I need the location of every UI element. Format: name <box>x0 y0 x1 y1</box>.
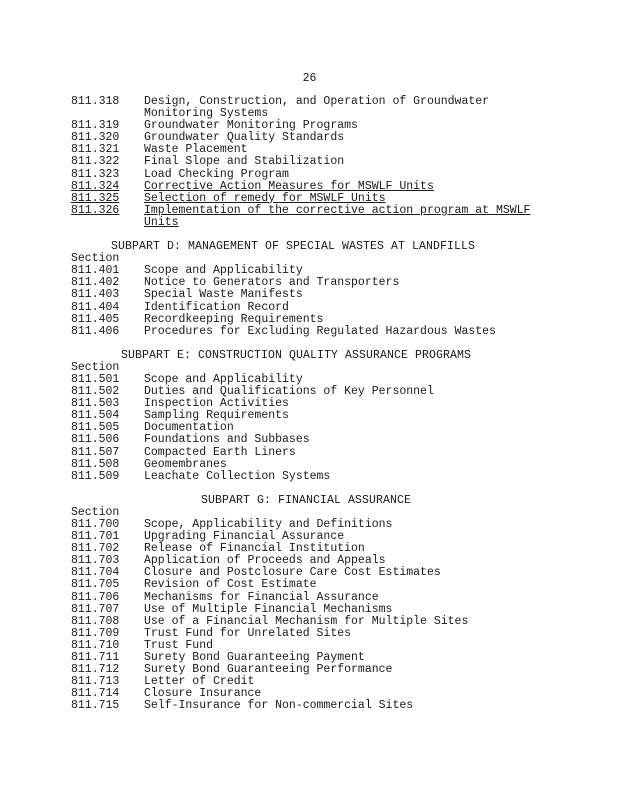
section-number: 811.702 <box>71 542 120 556</box>
toc-row <box>71 676 541 688</box>
toc-row <box>71 205 541 229</box>
toc-row <box>71 302 541 314</box>
section-title: Leachate Collection Systems <box>144 469 331 483</box>
section-number: 811.506 <box>71 433 120 447</box>
section-title: Trust Fund <box>144 638 214 652</box>
section-number: 811.505 <box>71 421 120 435</box>
section-number: 811.706 <box>71 590 120 604</box>
section-group-groundwater <box>71 96 541 229</box>
section-number: 811.319 <box>71 119 120 133</box>
toc-row <box>71 169 541 181</box>
toc-row <box>71 410 541 422</box>
section-title: Scope and Applicability <box>144 372 303 386</box>
toc-row <box>71 277 541 289</box>
toc-row <box>71 592 541 604</box>
toc-row <box>71 314 541 326</box>
section-number: 811.406 <box>71 324 120 338</box>
section-title: Scope and Applicability <box>144 264 303 278</box>
section-number: 811.700 <box>71 518 120 531</box>
section-group-subpart-e <box>71 374 541 483</box>
section-title: Foundations and Subbases <box>144 433 310 447</box>
section-title: Special Waste Manifests <box>144 288 303 302</box>
section-title: Self-Insurance for Non-commercial Sites <box>144 699 414 713</box>
section-number: 811.705 <box>71 578 120 592</box>
section-number: 811.318 <box>71 95 120 108</box>
section-title: Mechanisms for Financial Assurance <box>144 590 379 604</box>
section-title: Inspection Activities <box>144 397 289 411</box>
section-title: Compacted Earth Liners <box>144 445 296 459</box>
section-number: 811.401 <box>71 264 120 278</box>
section-title: Surety Bond Guaranteeing Payment <box>144 651 365 665</box>
toc-row <box>71 326 541 338</box>
toc-row <box>71 132 541 144</box>
section-number: 811.507 <box>71 445 120 459</box>
section-title: Design, Construction, and Operation of Groundwater Monitoring Systems <box>144 95 490 121</box>
section-title: Corrective Action Measures for MSWLF Units <box>144 179 434 193</box>
toc-row <box>71 447 541 459</box>
section-number: 811.405 <box>71 312 120 326</box>
section-number: 811.710 <box>71 638 120 652</box>
section-title: Groundwater Monitoring Programs <box>144 119 358 133</box>
section-number: 811.508 <box>71 457 120 471</box>
section-title: Documentation <box>144 421 234 435</box>
toc-row <box>71 434 541 446</box>
toc-row <box>71 386 541 398</box>
section-number: 811.711 <box>71 651 120 665</box>
toc-row <box>71 156 541 168</box>
toc-row <box>71 181 541 193</box>
section-title: Surety Bond Guaranteeing Performance <box>144 663 393 677</box>
section-number: 811.713 <box>71 675 120 689</box>
section-title: Release of Financial Institution <box>144 542 365 556</box>
section-title: Final Slope and Stabilization <box>144 155 345 169</box>
section-title: Recordkeeping Requirements <box>144 312 324 326</box>
section-number: 811.504 <box>71 409 120 423</box>
section-title: Selection of remedy for MSWLF Units <box>144 191 386 205</box>
section-number: 811.707 <box>71 602 120 616</box>
section-title: Revision of Cost Estimate <box>144 578 317 592</box>
section-number: 811.402 <box>71 276 120 290</box>
section-number: 811.704 <box>71 566 120 580</box>
section-number: 811.715 <box>71 699 120 713</box>
section-number: 811.703 <box>71 554 120 568</box>
section-number: 811.320 <box>71 131 120 145</box>
section-title: Sampling Requirements <box>144 409 289 423</box>
toc-row <box>71 700 541 712</box>
section-number: 811.324 <box>71 179 120 193</box>
section-number: 811.403 <box>71 288 120 302</box>
section-number: 811.714 <box>71 687 120 701</box>
section-number: 811.326 <box>71 203 120 217</box>
section-group-subpart-d <box>71 265 541 338</box>
section-number: 811.404 <box>71 300 120 314</box>
section-number: 811.323 <box>71 167 120 181</box>
page-number: 26 <box>302 72 317 85</box>
toc-row <box>71 604 541 616</box>
section-label: Section <box>71 505 120 519</box>
section-title: Closure Insurance <box>144 687 262 701</box>
table-of-contents <box>71 96 541 713</box>
section-title: Implementation of the corrective action program at MSWLF Units <box>144 203 531 229</box>
section-number: 811.509 <box>71 469 120 483</box>
section-title: Use of a Financial Mechanism for Multiple Sites <box>144 614 469 628</box>
section-title: Letter of Credit <box>144 675 255 689</box>
section-title: Trust Fund for Unrelated Sites <box>144 626 352 640</box>
toc-row <box>71 398 541 410</box>
section-number: 811.322 <box>71 155 120 169</box>
toc-row <box>71 579 541 591</box>
toc-row <box>71 664 541 676</box>
section-title: Geomembranes <box>144 457 227 471</box>
section-title: Closure and Postclosure Care Cost Estimates <box>144 566 441 580</box>
section-title: Load Checking Program <box>144 167 289 181</box>
section-label: Section <box>71 360 120 374</box>
section-number: 811.321 <box>71 143 120 157</box>
section-label: Section <box>71 252 120 266</box>
section-number: 811.708 <box>71 614 120 628</box>
section-title: Application of Proceeds and Appeals <box>144 554 386 568</box>
toc-row <box>71 471 541 483</box>
toc-row <box>71 96 541 120</box>
toc-row <box>71 289 541 301</box>
section-group-subpart-g <box>71 519 541 713</box>
section-number: 811.709 <box>71 626 120 640</box>
section-title: Duties and Qualifications of Key Personnel <box>144 385 434 399</box>
section-number: 811.701 <box>71 530 120 544</box>
section-number: 811.325 <box>71 191 120 205</box>
subpart-g-heading: SUBPART G: FINANCIAL ASSURANCE <box>200 493 412 507</box>
section-title: Notice to Generators and Transporters <box>144 276 400 290</box>
toc-row <box>71 459 541 471</box>
subpart-d-heading: SUBPART D: MANAGEMENT OF SPECIAL WASTES AT LANDFILLS <box>111 240 476 254</box>
section-title: Groundwater Quality Standards <box>144 131 345 145</box>
section-number: 811.712 <box>71 663 120 677</box>
section-number: 811.501 <box>71 372 120 386</box>
section-title: Use of Multiple Financial Mechanisms <box>144 602 393 616</box>
section-title: Scope, Applicability and Definitions <box>144 518 393 531</box>
section-title: Procedures for Excluding Regulated Hazardous Wastes <box>144 324 496 338</box>
toc-row <box>71 628 541 640</box>
section-number: 811.503 <box>71 397 120 411</box>
section-title: Waste Placement <box>144 143 248 157</box>
section-title: Upgrading Financial Assurance <box>144 530 345 544</box>
section-title: Identification Record <box>144 300 289 314</box>
subpart-e-heading: SUBPART E: CONSTRUCTION QUALITY ASSURANCE PROGRAMS <box>121 348 472 362</box>
section-number: 811.502 <box>71 385 120 399</box>
